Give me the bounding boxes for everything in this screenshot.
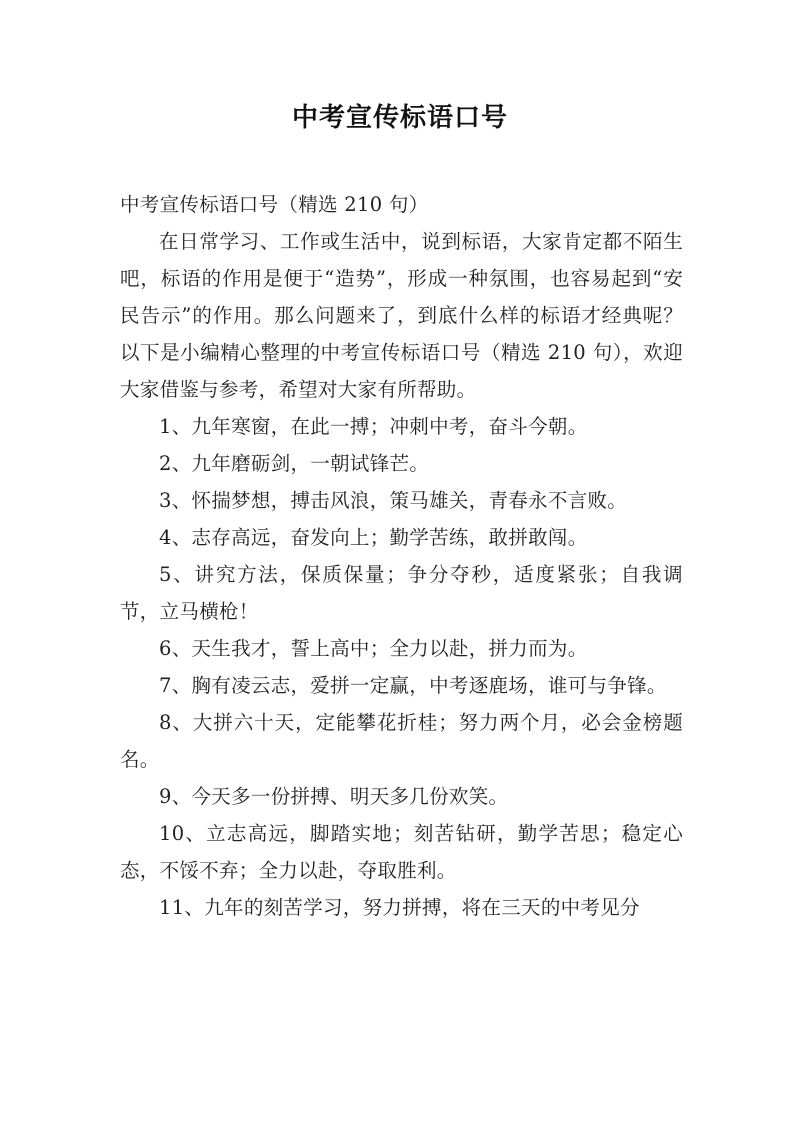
- slogan-item: 2、九年磨砺剑，一朝试锋芒。: [159, 452, 430, 475]
- slogan-item: 8、大拼六十天，定能攀花折桂；努力两个月，必会金榜题名。: [120, 711, 683, 771]
- slogan-item: 3、怀揣梦想，搏击风浪，策马雄关，青春永不言败。: [159, 489, 628, 512]
- slogan-item: 9、今天多一份拼搏、明天多几份欢笑。: [159, 785, 509, 808]
- slogan-item: 1、九年寒窗，在此一搏；冲刺中考，奋斗今朝。: [159, 415, 588, 438]
- slogan-item: 5、讲究方法，保质保量；争分夺秒，适度紧张；自我调节，立马横枪！: [120, 563, 683, 623]
- slogan-item: 7、胸有凌云志，爱拼一定赢，中考逐鹿场，谁可与争锋。: [159, 674, 667, 697]
- document-body: [120, 186, 683, 926]
- slogan-item: 10、立志高远，脚踏实地；刻苦钻研，勤学苦思；稳定心态，不馁不弃；全力以赴，夺取胜利。: [120, 822, 683, 882]
- slogan-item: 6、天生我才，誓上高中；全力以赴，拼力而为。: [159, 637, 588, 660]
- slogan-item: 4、志存高远，奋发向上；勤学苦练，敢拼敢闯。: [159, 526, 588, 549]
- document-subtitle: 中考宣传标语口号（精选 210 句）: [120, 193, 429, 216]
- page-title: 中考宣传标语口号: [291, 103, 508, 133]
- slogan-item: 11、九年的刻苦学习，努力拼搏，将在三天的中考见分: [159, 896, 640, 919]
- intro-paragraph: 在日常学习、工作或生活中，说到标语，大家肯定都不陌生吧，标语的作用是便于“造势”，形成一种氛围，也容易起到“安民告示”的作用。那么问题来了，到底什么样的标语才经典呢？以下是小编精心整理的中考宣传标语口号（精选 210 句），欢迎大家借鉴与参考，希望对大家有所帮助。: [120, 230, 683, 401]
